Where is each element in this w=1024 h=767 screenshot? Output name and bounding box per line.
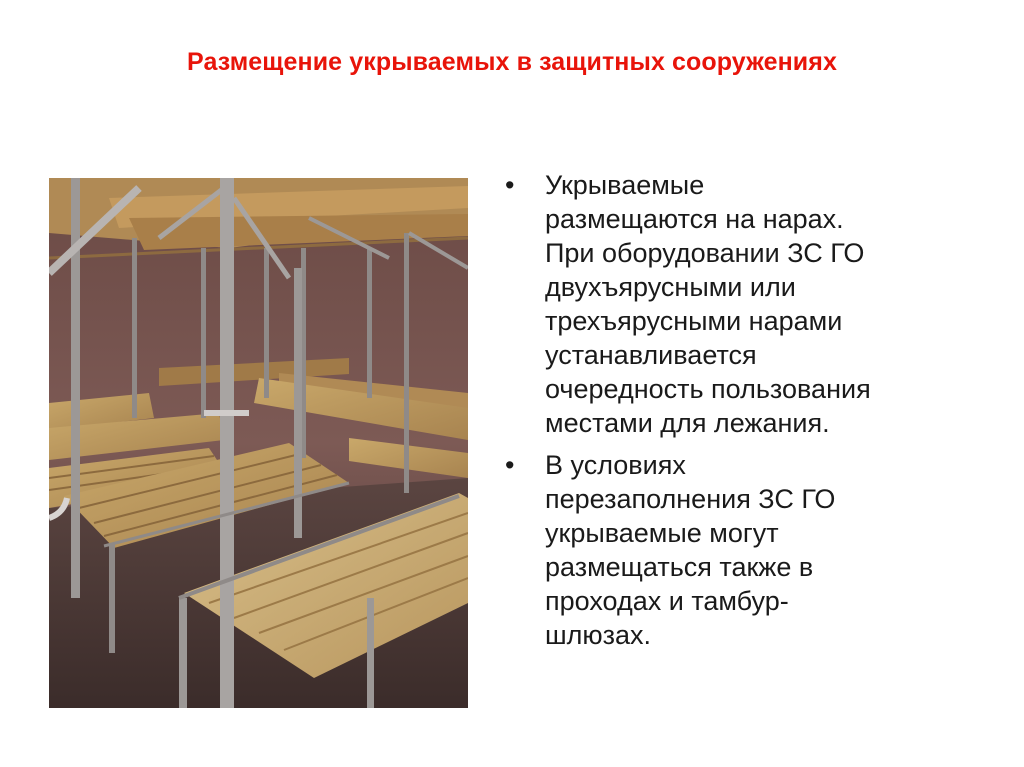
bullet-text-line: трехъярусными нарами bbox=[545, 306, 843, 336]
slide-title: Размещение укрываемых в защитных сооружениях bbox=[187, 48, 837, 76]
bullet-text-line: устанавливается bbox=[545, 340, 757, 370]
bullet-item bbox=[500, 168, 1000, 440]
bullet-list bbox=[500, 168, 1000, 660]
bullet-text-line: При оборудовании ЗС ГО bbox=[545, 238, 865, 268]
bullet-text-line: местами для лежания. bbox=[545, 408, 830, 438]
bullet-text-line: размещаются на нарах. bbox=[545, 204, 844, 234]
bullet-icon: • bbox=[505, 450, 515, 480]
bullet-icon: • bbox=[505, 170, 515, 200]
bullet-text-line: укрываемые могут bbox=[545, 518, 779, 548]
bullet-text-line: проходах и тамбур- bbox=[545, 586, 789, 616]
bullet-text-line: перезаполнения ЗС ГО bbox=[545, 484, 836, 514]
bullet-text-line: шлюзах. bbox=[545, 620, 652, 650]
bullet-text-line: Укрываемые bbox=[545, 170, 705, 200]
photo-illustration bbox=[49, 178, 468, 708]
bullet-text-line: размещаться также в bbox=[545, 552, 814, 582]
shelter-bunk-beds-photo bbox=[49, 178, 468, 708]
bullet-text-line: В условиях bbox=[545, 450, 686, 480]
bullet-item bbox=[500, 448, 1000, 652]
bullet-text-line: двухъярусными или bbox=[545, 272, 796, 302]
bullet-text-line: очередность пользования bbox=[545, 374, 871, 404]
